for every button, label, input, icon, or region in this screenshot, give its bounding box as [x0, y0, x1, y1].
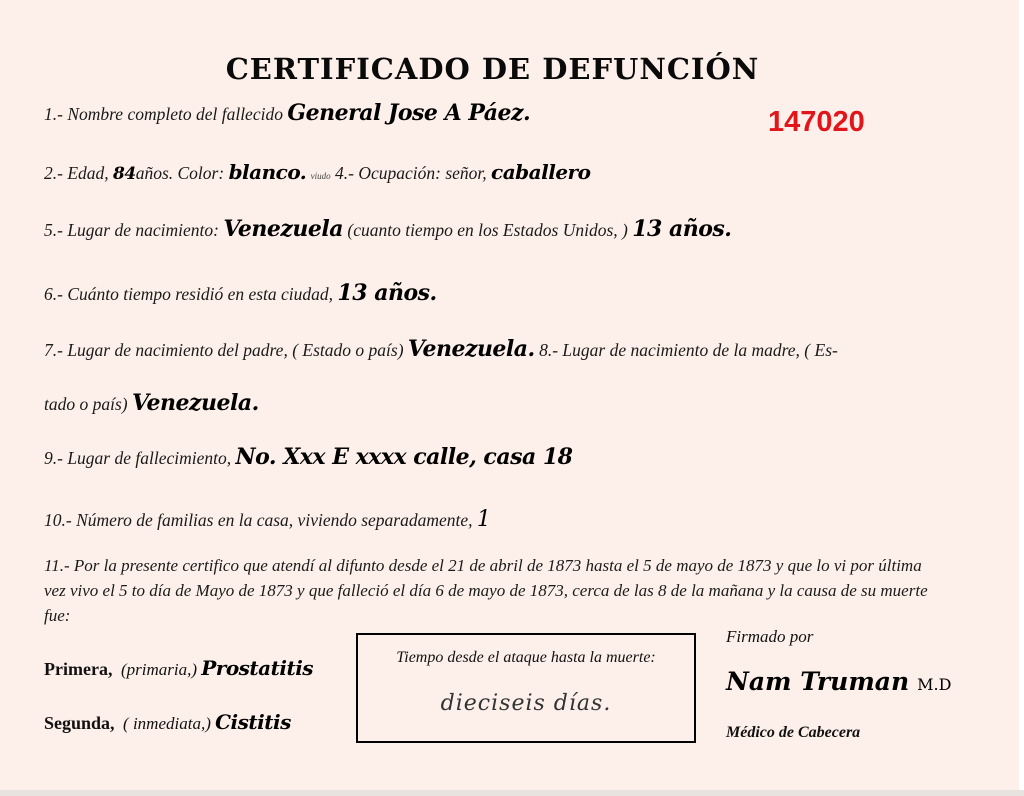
field-10-line	[44, 507, 490, 532]
field-5-years: 13 años.	[632, 216, 732, 242]
physician-suffix: M.D	[917, 675, 952, 694]
field-5-line	[44, 216, 731, 242]
field-9-line	[44, 444, 573, 470]
cause-primary	[44, 656, 313, 680]
physician-signature	[726, 667, 951, 696]
field-4-value: caballero	[491, 160, 591, 184]
field-5-middle: (cuanto tiempo en los Estados Unidos, )	[347, 220, 628, 240]
cause-primary-label: Primera,	[44, 659, 113, 679]
field-7-8-line	[44, 336, 838, 362]
cause-primary-note: (primaria,)	[120, 660, 197, 679]
field-1-label: 1.- Nombre completo del fallecido	[44, 104, 283, 124]
page-edge	[1019, 0, 1024, 796]
cause-secondary	[44, 710, 291, 734]
cause-secondary-value: Cistitis	[215, 710, 291, 734]
field-9-label: 9.- Lugar de fallecimiento,	[44, 448, 232, 468]
field-10-value: 1	[476, 507, 491, 532]
cause-secondary-note: ( inmediata,)	[123, 714, 211, 733]
field-6-label: 6.- Cuánto tiempo residió en esta ciudad,	[44, 284, 334, 304]
field-11-paragraph: 11.- Por la presente certifico que atendí al difunto desde el 21 de abril de 1873 hasta el 5 de mayo de 1873 y que lo vi por última vez vivo el 5 to día de Mayo de 1873 y que falleció el día 6 de mayo de 1873, cerca de las 8 de la mañana y la causa de su muerte fue:	[44, 556, 928, 625]
field-2-status: viudo	[310, 171, 331, 181]
field-2-label-b: años. Color:	[135, 163, 225, 183]
field-2-label-a: 2.- Edad,	[44, 163, 109, 183]
field-8-value: Venezuela.	[132, 390, 259, 416]
duration-box	[356, 633, 696, 743]
field-7-value: Venezuela.	[407, 336, 535, 362]
physician-name: Nam Truman	[726, 667, 910, 696]
duration-value: dieciseis días.	[440, 691, 612, 716]
duration-label: Tiempo desde el ataque hasta la muerte:	[396, 649, 656, 666]
cause-secondary-label: Segunda,	[44, 713, 115, 733]
cause-primary-value: Prostatitis	[201, 656, 314, 680]
field-6-value: 13 años.	[337, 280, 437, 306]
field-6-line	[44, 280, 437, 306]
field-8-line-2	[44, 390, 259, 416]
field-10-label: 10.- Número de familias en la casa, viviendo separadamente,	[44, 510, 473, 530]
certificate-title: CERTIFICADO DE DEFUNCIÓN	[225, 52, 760, 86]
field-5-value: Venezuela	[223, 216, 343, 242]
physician-title: Médico de Cabecera	[726, 724, 861, 741]
certificate-number: 147020	[768, 106, 865, 138]
field-2-age: 84	[113, 164, 136, 184]
signed-by-label: Firmado por	[726, 627, 814, 646]
field-1-name	[44, 100, 530, 126]
page-edge-bottom	[0, 790, 1024, 796]
field-9-value: No. Xxx E xxxx calle, casa 18	[235, 444, 573, 470]
field-4-label: 4.- Ocupación: señor,	[335, 163, 487, 183]
field-2-4-line	[44, 160, 590, 184]
field-5-label: 5.- Lugar de nacimiento:	[44, 220, 219, 240]
field-8-label-b: tado o país)	[44, 394, 128, 414]
field-8-label-a: 8.- Lugar de nacimiento de la madre, ( Es-	[539, 340, 838, 360]
field-2-color: blanco.	[228, 160, 307, 184]
field-7-label: 7.- Lugar de nacimiento del padre, ( Estado o país)	[44, 340, 404, 360]
field-1-value: General Jose A Páez.	[287, 100, 531, 126]
